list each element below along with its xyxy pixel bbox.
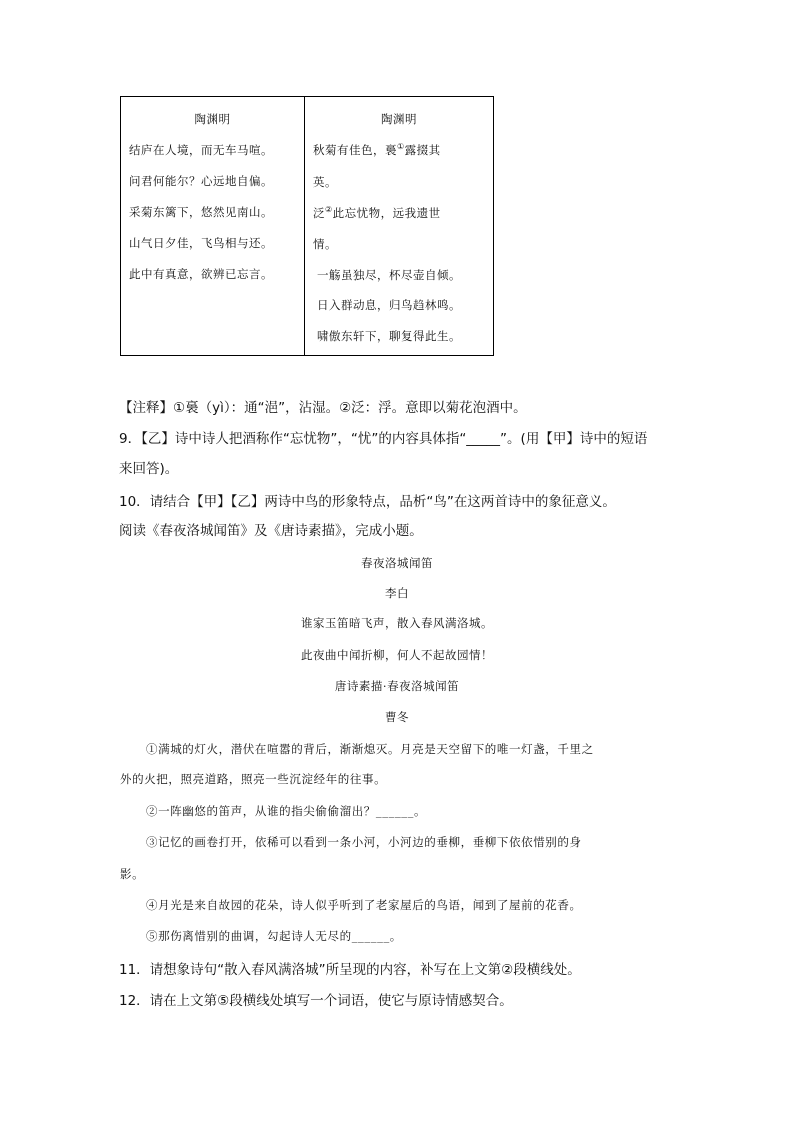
poem-c-line: 此夜曲中闻折柳，何人不起故园情！ [301, 648, 493, 662]
poem-b-line: 一觞虽独尽，杯尽壶自倾。 [317, 268, 461, 282]
sketch-title: 唐诗素描·春夜洛城闻笛 [334, 679, 460, 693]
poem-a-line: 结庐在人境，而无车马喧。 [129, 143, 273, 157]
question-11: 11．请想象诗句“散入春风满洛城”所呈现的内容，补写在上文第②段横线处。 [119, 962, 581, 978]
poem-a-line: 山气日夕佳，飞鸟相与还。 [129, 236, 273, 250]
question-9: 9．【乙】诗中诗人把酒称作“忘忧物”，“忧”的内容具体指“_____”。(用【甲】诗中的短语 [119, 431, 648, 447]
sketch-paragraph-continued: 影。 [120, 867, 145, 881]
sketch-paragraph: ②一阵幽悠的笛声，从谁的指尖偷偷溜出？______。 [146, 804, 427, 818]
poem-a-line: 问君何能尔？心远地自偏。 [129, 174, 273, 188]
poem-b-title: 陶渊明 [381, 112, 417, 126]
poem-b-column [305, 97, 493, 355]
reading-prompt: 阅读《春夜洛城闻笛》及《唐诗素描》，完成小题。 [119, 523, 423, 539]
sketch-author: 曹冬 [385, 710, 409, 724]
poem-a-line: 此中有真意，欲辨已忘言。 [129, 267, 273, 281]
sketch-paragraph: ③记忆的画卷打开，依稀可以看到一条小河，小河边的垂柳，垂柳下依依惜别的身 [146, 835, 582, 849]
poem-a-column [121, 97, 305, 355]
sketch-paragraph: ①满城的灯火，潜伏在喧嚣的背后，渐渐熄灭。月亮是天空留下的唯一灯盏，千里之 [146, 742, 594, 756]
poem-b-line: 泛②此忘忧物，远我遗世 [313, 205, 441, 220]
question-10: 10．请结合【甲】【乙】两诗中鸟的形象特点，品析“鸟”在这两首诗中的象征意义。 [119, 494, 616, 510]
note-marker: ② [325, 205, 333, 215]
question-12: 12．请在上文第⑤段横线处填写一个词语，使它与原诗情感契合。 [119, 993, 513, 1009]
poem-b-line: 日入群动息，归鸟趋林鸣。 [317, 298, 461, 312]
sketch-paragraph: ⑤那伤离惜别的曲调，勾起诗人无尽的______。 [146, 929, 402, 943]
poem-c-title: 春夜洛城闻笛 [361, 556, 433, 570]
poem-c-line: 谁家玉笛暗飞声，散入春风满洛城。 [301, 616, 493, 630]
poem-a-line: 采菊东篱下，悠然见南山。 [129, 205, 273, 219]
sketch-paragraph: ④月光是来自故园的花朵，诗人似乎听到了老家屋后的鸟语，闻到了屋前的花香。 [146, 898, 582, 912]
poem-c-author: 李白 [385, 586, 409, 600]
poem-a-title: 陶渊明 [194, 112, 231, 126]
question-9-continued: 来回答)。 [119, 461, 179, 477]
note-marker: ① [397, 142, 405, 152]
poem-b-line: 秋菊有佳色，裛①露掇其 [313, 142, 441, 157]
poem-b-line: 情。 [313, 237, 337, 251]
annotation-notes: 【注释】①裛（yì）：通“浥”，沾湿。②泛：浮。意即以菊花泡酒中。 [119, 400, 527, 416]
poem-b-line: 英。 [313, 175, 337, 189]
poem-comparison-table [120, 96, 494, 356]
poem-b-line: 啸傲东轩下，聊复得此生。 [317, 329, 461, 343]
sketch-paragraph-continued: 外的火把，照亮道路，照亮一些沉淀经年的往事。 [120, 772, 387, 786]
